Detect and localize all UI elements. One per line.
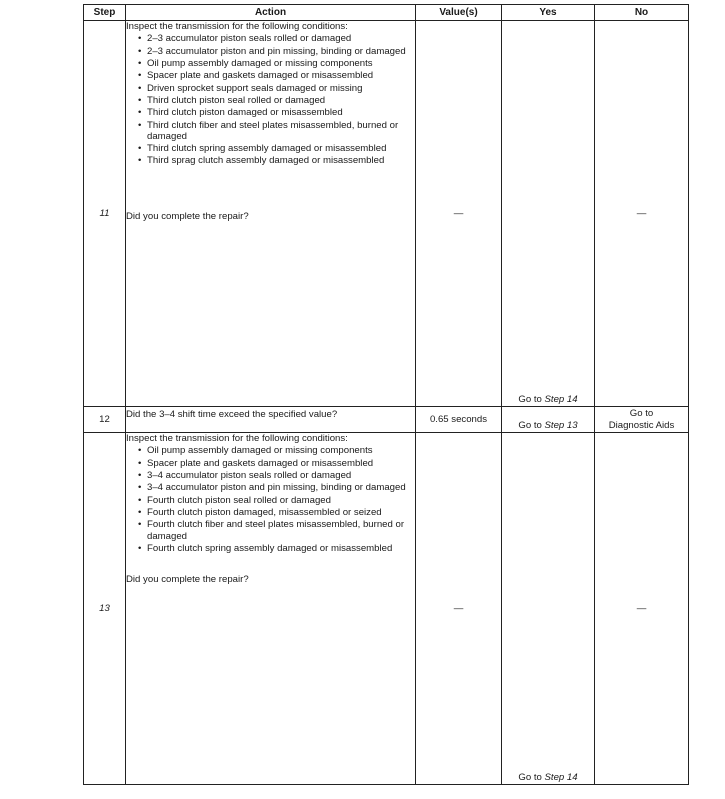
value-cell xyxy=(416,21,502,407)
yes-goto xyxy=(502,772,594,784)
header-row xyxy=(84,5,689,21)
value-cell: 0.65 seconds xyxy=(416,407,502,433)
header-values: Value(s) xyxy=(416,5,502,21)
action-question: Did you complete the repair? xyxy=(126,210,249,222)
step-number: 12 xyxy=(84,407,126,433)
goto-prefix: Go to xyxy=(518,419,545,431)
action-question: Did the 3–4 shift time exceed the specified value? xyxy=(126,409,338,420)
condition-item: • Fourth clutch spring assembly damaged or misassembled xyxy=(138,543,415,554)
yes-cell xyxy=(502,433,595,785)
condition-item: • Driven sprocket support seals damaged or missing xyxy=(138,83,415,94)
conditions-list xyxy=(126,445,415,554)
value-cell xyxy=(416,433,502,785)
no-goto: Go to xyxy=(629,408,654,420)
step-number: 13 xyxy=(84,433,126,785)
no-cell xyxy=(595,407,689,433)
goto-step-link: Step 13 xyxy=(544,419,578,431)
goto-prefix: Go to xyxy=(518,393,545,405)
condition-item: • Oil pump assembly damaged or missing components xyxy=(138,445,415,456)
condition-item: • 2–3 accumulator piston and pin missing, binding or damaged xyxy=(138,46,415,57)
value-dash: — xyxy=(453,207,464,219)
condition-item: • Fourth clutch piston seal rolled or damaged xyxy=(138,495,415,506)
value-dash: — xyxy=(453,602,464,614)
no-cell xyxy=(595,21,689,407)
table-row-step-12 xyxy=(84,407,689,433)
condition-item: • Third sprag clutch assembly damaged or misassembled xyxy=(138,155,415,166)
condition-item: • Fourth clutch fiber and steel plates misassembled, burned or damaged xyxy=(138,519,415,542)
no-goto-target: Diagnostic Aids xyxy=(608,419,675,431)
action-cell xyxy=(126,433,416,785)
header-no: No xyxy=(595,5,689,21)
goto-step-link: Step 14 xyxy=(544,393,578,405)
goto-step-link: Step 14 xyxy=(544,771,578,783)
table-row-step-11 xyxy=(84,21,689,407)
yes-goto xyxy=(502,394,594,406)
diagnostic-table xyxy=(83,4,689,785)
action-cell xyxy=(126,21,416,407)
header-yes: Yes xyxy=(502,5,595,21)
yes-cell xyxy=(502,21,595,407)
conditions-list xyxy=(126,33,415,166)
goto-prefix: Go to xyxy=(518,771,545,783)
condition-item: • Third clutch piston seal rolled or damaged xyxy=(138,95,415,106)
no-dash: — xyxy=(636,602,647,614)
step-number: 11 xyxy=(84,21,126,407)
condition-item: • Third clutch piston damaged or misassembled xyxy=(138,107,415,118)
condition-item: • 2–3 accumulator piston seals rolled or damaged xyxy=(138,33,415,44)
condition-item: • Third clutch fiber and steel plates misassembled, burned or damaged xyxy=(138,120,415,143)
action-intro: Inspect the transmission for the following conditions: xyxy=(126,433,348,444)
condition-item: • Third clutch spring assembly damaged or misassembled xyxy=(138,143,415,154)
action-intro: Inspect the transmission for the following conditions: xyxy=(126,21,348,32)
table-row-step-13 xyxy=(84,433,689,785)
header-step: Step xyxy=(84,5,126,21)
condition-item: • Fourth clutch piston damaged, misassembled or seized xyxy=(138,507,415,518)
no-dash: — xyxy=(636,207,647,219)
condition-item: • Spacer plate and gaskets damaged or misassembled xyxy=(138,458,415,469)
condition-item: • Spacer plate and gaskets damaged or misassembled xyxy=(138,70,415,81)
condition-item: • 3–4 accumulator piston and pin missing, binding or damaged xyxy=(138,482,415,493)
yes-cell xyxy=(502,407,595,433)
action-cell xyxy=(126,407,416,433)
header-action: Action xyxy=(126,5,416,21)
yes-goto xyxy=(502,420,594,432)
action-question: Did you complete the repair? xyxy=(126,574,249,586)
no-cell xyxy=(595,433,689,785)
condition-item: • Oil pump assembly damaged or missing components xyxy=(138,58,415,69)
condition-item: • 3–4 accumulator piston seals rolled or damaged xyxy=(138,470,415,481)
